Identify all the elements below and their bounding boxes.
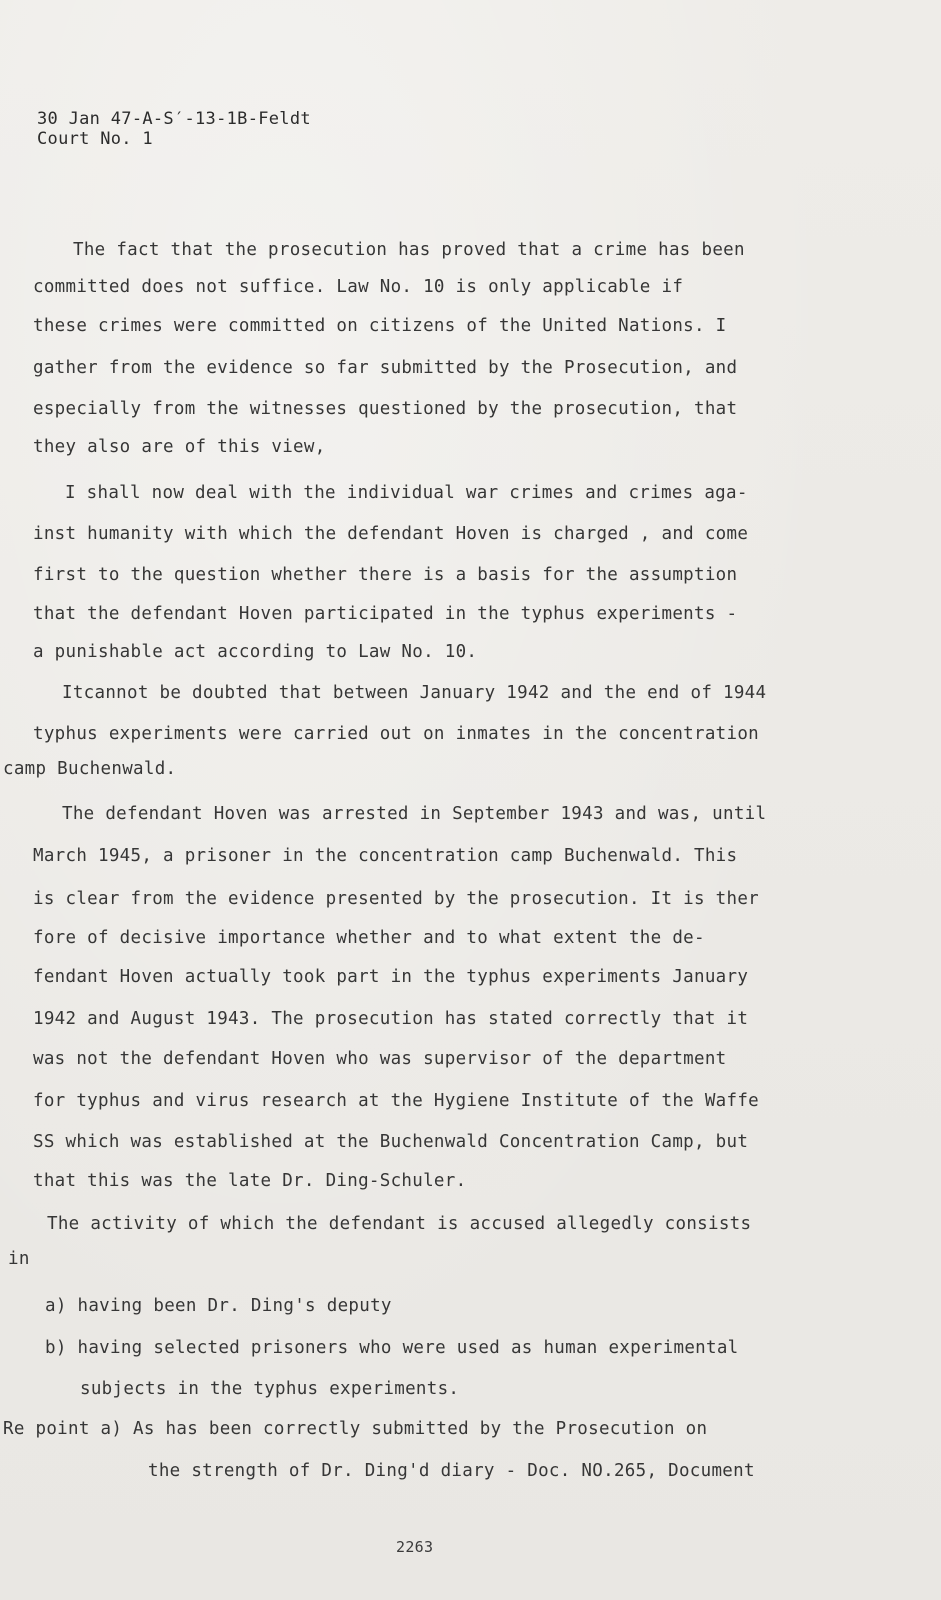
body-line: gather from the evidence so far submitted by the Prosecution, and (33, 358, 738, 378)
body-line: March 1945, a prisoner in the concentration camp Buchenwald. This (33, 846, 738, 866)
body-line: fore of decisive importance whether and to what extent the de- (33, 928, 705, 948)
header-court: Court No. 1 (37, 129, 153, 149)
body-line: Itcannot be doubted that between January 1942 and the end of 1944 (62, 683, 767, 703)
body-line: is clear from the evidence presented by the prosecution. It is ther (33, 889, 760, 909)
list-item-continuation: subjects in the typhus experiments. (80, 1379, 460, 1399)
body-line: was not the defendant Hoven who was supervisor of the department (33, 1049, 727, 1069)
body-line: the strength of Dr. Ding'd diary - Doc. NO.265, Document (148, 1461, 755, 1481)
list-item: a) having been Dr. Ding's deputy (45, 1296, 392, 1316)
body-line: I shall now deal with the individual war crimes and crimes aga- (65, 483, 748, 503)
body-line: typhus experiments were carried out on inmates in the concentration (33, 724, 760, 744)
body-line: these crimes were committed on citizens of the United Nations. I (33, 316, 727, 336)
body-line: The activity of which the defendant is accused allegedly consists (47, 1214, 752, 1234)
body-line: especially from the witnesses questioned by the prosecution, that (33, 399, 738, 419)
body-line: that the defendant Hoven participated in the typhus experiments - (33, 604, 738, 624)
body-line: The fact that the prosecution has proved that a crime has been (73, 240, 745, 260)
list-item: b) having selected prisoners who were used as human experimental (45, 1338, 739, 1358)
page-number: 2263 (396, 1538, 434, 1556)
body-line: for typhus and virus research at the Hygiene Institute of the Waffe (33, 1091, 760, 1111)
body-line: 1942 and August 1943. The prosecution has stated correctly that it (33, 1009, 749, 1029)
header-reference: 30 Jan 47-A-S′-13-1B-Feldt (37, 109, 311, 129)
body-line: first to the question whether there is a basis for the assumption (33, 565, 738, 585)
body-line: inst humanity with which the defendant Hoven is charged , and come (33, 524, 749, 544)
body-line: a punishable act according to Law No. 10. (33, 642, 478, 662)
body-line: in (8, 1249, 30, 1269)
body-line: The defendant Hoven was arrested in September 1943 and was, until (62, 804, 767, 824)
body-line: Re point a) As has been correctly submitted by the Prosecution on (3, 1419, 708, 1439)
body-line: that this was the late Dr. Ding-Schuler. (33, 1171, 467, 1191)
body-line: fendant Hoven actually took part in the typhus experiments January (33, 967, 749, 987)
body-line: SS which was established at the Buchenwald Concentration Camp, but (33, 1132, 749, 1152)
body-line: they also are of this view, (33, 437, 326, 457)
body-line: committed does not suffice. Law No. 10 is only applicable if (33, 277, 684, 297)
body-line: camp Buchenwald. (3, 759, 177, 779)
